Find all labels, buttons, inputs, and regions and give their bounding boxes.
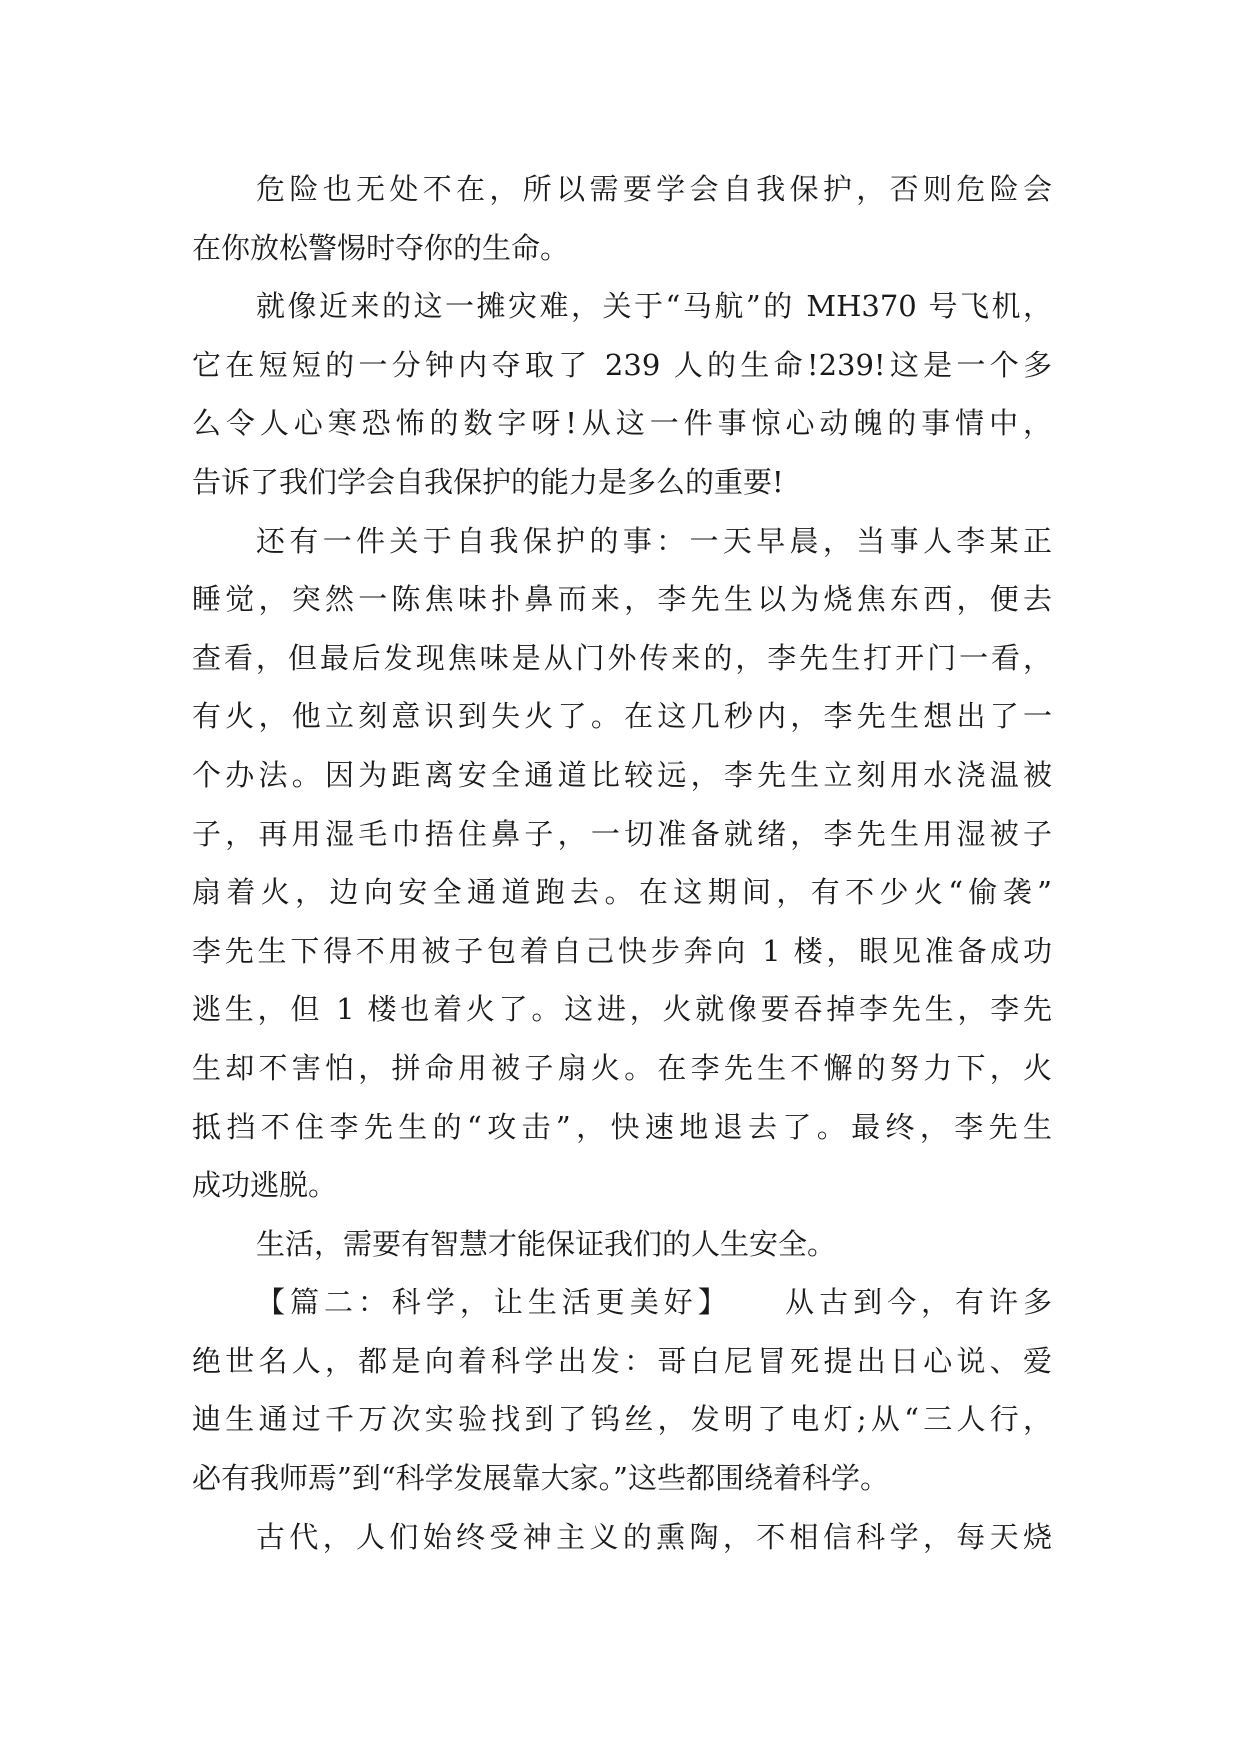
text-line: 扇着火，边向安全通道跑去。在这期间，有不少火“偷袭” bbox=[192, 875, 1052, 910]
text-line: 它在短短的一分钟内夺取了 239 人的生命!239!这是一个多 bbox=[192, 347, 1052, 382]
text-line: 生却不害怕，拼命用被子扇火。在李先生不懈的努力下，火 bbox=[192, 1050, 1052, 1085]
text-line: 逃生，但 1 楼也着火了。这进，火就像要吞掉李先生，李先 bbox=[192, 992, 1052, 1027]
text-line: 个办法。因为距离安全通道比较远，李先生立刻用水浇温被 bbox=[192, 757, 1052, 792]
section-heading-line: 【篇二：科学，让生活更美好】 从古到今，有许多 bbox=[256, 1285, 1052, 1320]
text-line: 古代，人们始终受神主义的熏陶，不相信科学，每天烧 bbox=[256, 1519, 1052, 1554]
text-line: 抵挡不住李先生的“攻击”，快速地退去了。最终，李先生 bbox=[192, 1109, 1052, 1144]
text-line: 查看，但最后发现焦味是从门外传来的，李先生打开门一看， bbox=[192, 640, 1052, 675]
text-line: 么令人心寒恐怖的数字呀!从这一件事惊心动魄的事情中， bbox=[192, 406, 1052, 441]
text-line: 还有一件关于自我保护的事：一天早晨，当事人李某正 bbox=[256, 523, 1052, 558]
text-line: 危险也无处不在，所以需要学会自我保护，否则危险会 bbox=[256, 172, 1052, 206]
text-line: 子，再用湿毛巾捂住鼻子，一切准备就绪，李先生用湿被子 bbox=[192, 816, 1052, 851]
text-line: 就像近来的这一摊灾难，关于“马航”的 MH370 号飞机， bbox=[256, 289, 1052, 324]
document-body bbox=[192, 160, 1052, 1566]
text-line: 成功逃脱。 bbox=[192, 1168, 338, 1203]
text-line: 绝世名人，都是向着科学出发：哥白尼冒死提出日心说、爱 bbox=[192, 1343, 1052, 1378]
text-line: 在你放松警惕时夺你的生命。 bbox=[192, 230, 570, 265]
text-line: 睡觉，突然一陈焦味扑鼻而来，李先生以为烧焦东西，便去 bbox=[192, 582, 1052, 617]
text-line: 告诉了我们学会自我保护的能力是多么的重要! bbox=[192, 464, 784, 499]
text-line: 李先生下得不用被子包着自己快步奔向 1 楼，眼见准备成功 bbox=[192, 933, 1052, 968]
text-line: 迪生通过千万次实验找到了钨丝，发明了电灯;从“三人行， bbox=[192, 1402, 1052, 1437]
text-line: 有火，他立刻意识到失火了。在这几秒内，李先生想出了一 bbox=[192, 699, 1052, 734]
text-line: 生活，需要有智慧才能保证我们的人生安全。 bbox=[256, 1226, 837, 1261]
text-line: 必有我师焉”到“科学发展靠大家。”这些都围绕着科学。 bbox=[192, 1461, 889, 1496]
